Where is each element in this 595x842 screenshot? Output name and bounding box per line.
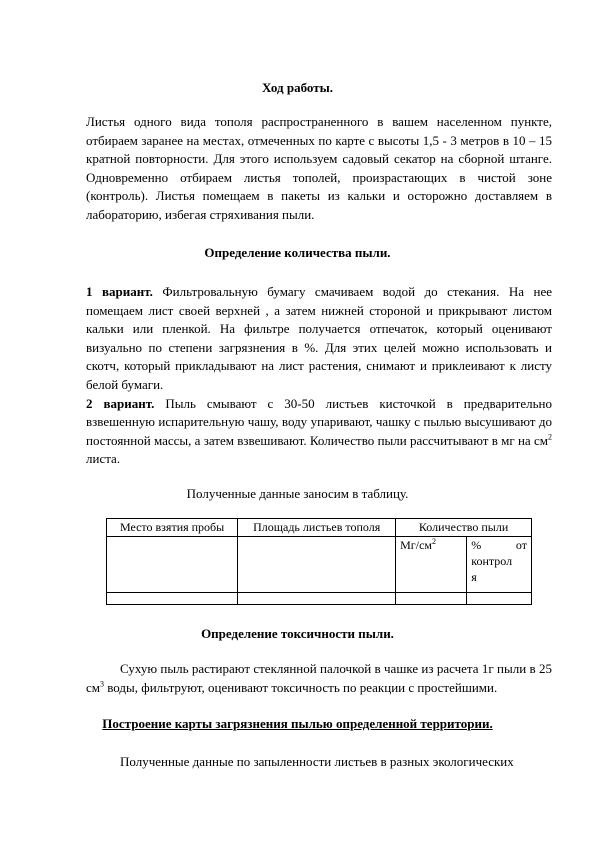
heading-toxicity: Определение токсичности пыли. [201, 626, 394, 641]
variant1-paragraph [86, 283, 552, 395]
toxicity-paragraph [86, 660, 552, 697]
last-text: Полученные данные по запыленности листьев в разных экологических [120, 754, 514, 769]
heading-dust-amount: Определение количества пыли. [204, 245, 391, 260]
intro-text: Листья одного вида тополя распространенного в вашем населенном пункте, отбираем заранее на местах, отмеченных по карте с высоты 1,5 - 3 метров в 10 – 15 кратной повторности. Для этого используем садовый секатор на сборной штанге. Одновременно отбираем листья тополей, произрастающих в чистой зоне (контроль). Листья помещаем в пакеты из кальки и осторожно доставляем в лабораторию, избегая стряхивания пыли. [86, 114, 552, 222]
unit-pct-symbol: % [471, 538, 482, 552]
unit-pct-from: от [515, 538, 527, 552]
dust-data-table [106, 518, 532, 605]
unit-mg-sup: 2 [432, 537, 436, 546]
variant1-text: Фильтровальную бумагу смачиваем водой до стекания. На нее помещаем лист своей верхней , а затем нижней стороной и прикрывают листом кальки или пленкой. На фильтре получается отпечаток, который оценивают визуально по степени загрязнения в %. Для этих целей можно использовать и скотч, который прикладывают на лист растения, снимают и приклеивают к листу белой бумаги. [86, 284, 552, 392]
last-paragraph [86, 753, 552, 772]
col-place-header: Место взятия пробы [107, 519, 238, 537]
unit-mg-cell [396, 537, 467, 593]
toxicity-sup: 3 [100, 679, 104, 689]
table-cell [238, 537, 396, 593]
table-row [107, 593, 532, 605]
table-cell [396, 593, 467, 605]
table-intro: Полученные данные заносим в таблицу. [186, 486, 409, 501]
heading-map: Построение карты загрязнения пылью определенной территории. [102, 716, 493, 731]
variants-block [86, 283, 552, 469]
variant2-text-b: листа. [86, 451, 121, 467]
table-cell [467, 593, 532, 605]
table-header-row [107, 519, 532, 537]
unit-pct-cell [467, 537, 532, 593]
variant2-sup: 2 [548, 432, 552, 442]
table-cell [107, 593, 238, 605]
col-amount-header: Количество пыли [396, 519, 532, 537]
variant2-text-a: Пыль смывают с 30-50 листьев кисточкой в предварительно взвешенную испарительную чашу, воду упаривают, чашку с пылью высушивают до постоянной массы, а затем взвешивают. Количество пыли рассчитывают в мг на см [86, 395, 552, 448]
toxicity-text-b: воды, фильтруют, оценивают токсичность по реакции с простейшими. [104, 679, 498, 695]
toxicity-text [86, 660, 552, 697]
variant1-label: 1 вариант. [86, 284, 153, 299]
table-subheader-row [107, 537, 532, 593]
variant2-paragraph [86, 395, 552, 469]
intro-paragraph [86, 113, 552, 225]
table-cell [238, 593, 396, 605]
table-cell [107, 537, 238, 593]
variant2-label: 2 вариант. [86, 395, 155, 411]
heading-work: Ход работы. [261, 80, 334, 95]
unit-mg-label: Мг/см [400, 538, 432, 552]
col-area-header: Площадь листьев тополя [238, 519, 396, 537]
unit-pct-line [471, 537, 527, 553]
toxicity-text-a: Сухую пыль растирают стеклянной палочкой в чашке из расчета 1г пыли в 25 см [86, 661, 552, 695]
unit-pct-control-end: я [471, 570, 477, 584]
unit-pct-control: контрол [471, 554, 513, 568]
